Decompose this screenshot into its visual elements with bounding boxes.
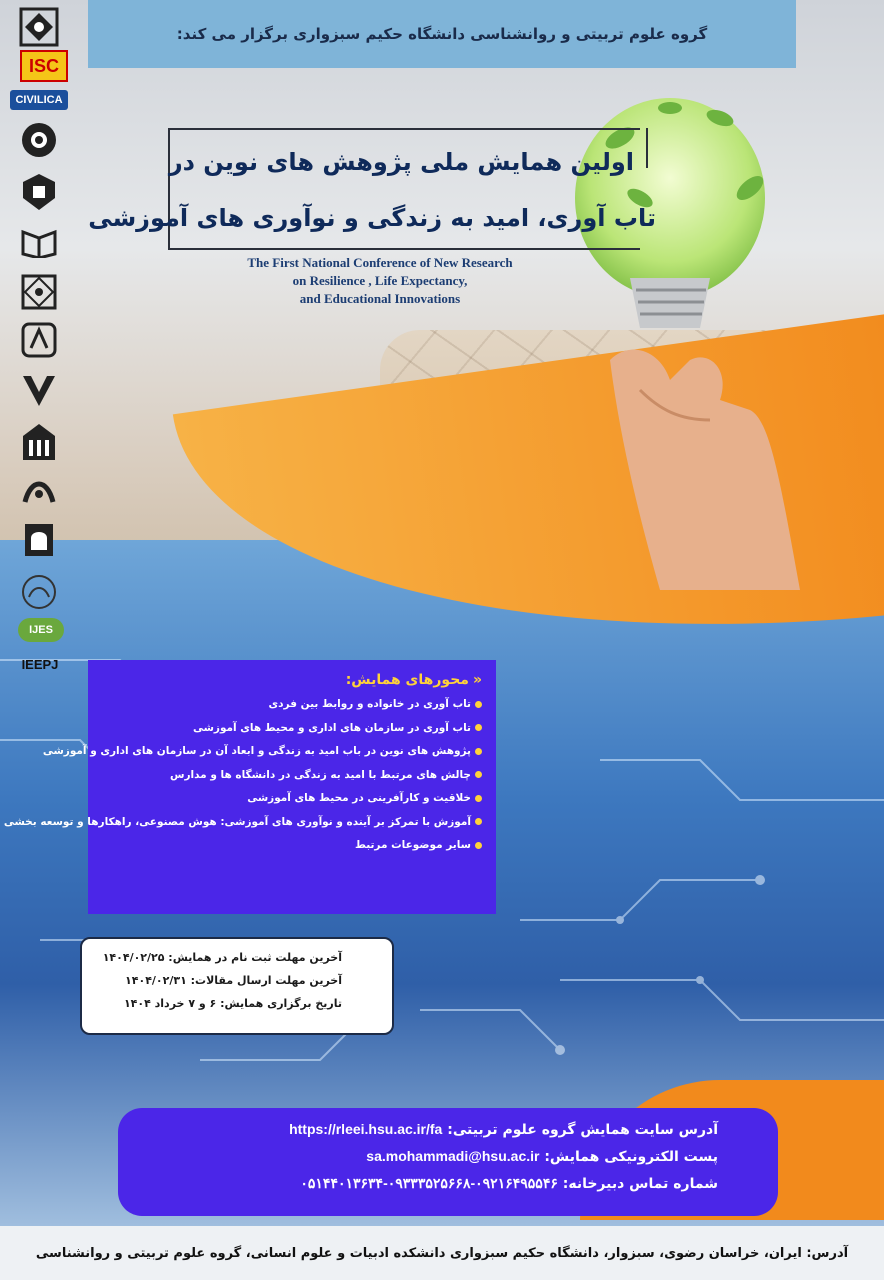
bullet-icon <box>475 748 482 755</box>
sponsor-logo-column <box>0 0 78 690</box>
organizer-text: گروه علوم تربیتی و روانشناسی دانشگاه حکیم سبزواری برگزار می کند: <box>176 25 708 43</box>
topic-item: تاب آوری در سازمان های اداری و محیط های آموزشی <box>98 722 482 735</box>
topic-item: چالش های مرتبط با امید به زندگی در دانشگاه ها و مدارس <box>98 769 482 782</box>
contact-info-panel <box>118 1108 778 1216</box>
persian-title-line-2: تاب آوری، امید به زندگی و نوآوری های آموزشی <box>88 204 656 232</box>
bullet-icon <box>475 818 482 825</box>
email-row <box>148 1147 718 1166</box>
english-title-line-2: on Resilience , Life Expectancy, <box>292 273 468 288</box>
address-text: آدرس: ایران، خراسان رضوی، سبزوار، دانشگاه حکیم سبزواری دانشکده ادبیات و علوم انسانی، گروه علوم تربیتی و روانشناسی <box>35 1245 849 1261</box>
email-link[interactable]: sa.mohammadi@hsu.ac.ir <box>366 1148 540 1164</box>
topic-item: پژوهش های نوین در باب امید به زندگی و ابعاد آن در سازمان های اداری و آموزشی <box>98 745 482 758</box>
event-date: تاریخ برگزاری همایش: ۶ و ۷ خرداد ۱۴۰۴ <box>123 997 342 1010</box>
hakim-sabzevari-university-logo <box>14 6 64 48</box>
bullet-icon <box>475 724 482 731</box>
topics-heading: محورهای همایش: <box>345 672 469 688</box>
hand-illustration <box>600 320 820 590</box>
azad-university-logo <box>14 368 64 412</box>
bullet-icon <box>475 795 482 802</box>
book-logo <box>14 222 64 260</box>
calligraphy-logo <box>14 470 64 510</box>
round-stamp-logo <box>14 572 64 612</box>
submission-deadline: آخرین مهلت ارسال مقالات: ۱۴۰۴/۰۲/۳۱ <box>125 974 342 987</box>
email-label: پست الکترونیکی همایش: <box>544 1149 718 1165</box>
institute-emblem-logo <box>14 170 64 214</box>
double-chevron-icon: « <box>472 672 482 688</box>
english-title-line-3: and Educational Innovations <box>299 291 461 306</box>
topic-item: سایر موضوعات مرتبط <box>98 839 482 852</box>
phone-label: شماره تماس دبیرخانه: <box>562 1176 718 1192</box>
topic-item: خلاقیت و کارآفرینی در محیط های آموزشی <box>98 792 482 805</box>
bullet-icon <box>475 771 482 778</box>
website-label: آدرس سایت همایش گروه علوم تربیتی: <box>447 1122 718 1138</box>
address-footer <box>0 1226 884 1280</box>
flower-seal-logo <box>14 118 64 162</box>
phone-numbers: ۰۹۲۱۶۴۹۵۵۴۶-۰۹۳۳۳۵۲۵۶۶۸-۰۵۱۴۴۰۱۳۶۳۴ <box>300 1175 558 1191</box>
persian-title-line-1: اولین همایش ملی پژوهش های نوین در <box>168 148 634 176</box>
bullet-icon <box>475 842 482 849</box>
website-row <box>148 1120 718 1139</box>
grid-seal-logo <box>14 272 64 312</box>
organizer-banner <box>88 0 796 68</box>
building-logo <box>14 420 64 464</box>
mosque-seal-logo <box>14 518 64 562</box>
english-title-line-1: The First National Conference of New Research <box>247 255 513 270</box>
isc-logo: ISC <box>20 50 68 82</box>
ijes-logo: IJES <box>18 618 64 642</box>
topic-item: آموزش با تمرکز بر آینده و نوآوری های آموزشی: هوش مصنوعی، راهکارها و توسعه بخشی <box>98 816 482 829</box>
topic-item: تاب آوری در خانواده و روابط بین فردی <box>98 698 482 711</box>
website-link[interactable]: https://rleei.hsu.ac.ir/fa <box>289 1121 443 1137</box>
civilica-logo: CIVILICA <box>10 90 68 110</box>
registration-deadline: آخرین مهلت ثبت نام در همایش: ۱۴۰۴/۰۲/۲۵ <box>102 951 342 964</box>
ieepj-logo: IEEPJ <box>21 656 59 672</box>
square-emblem-logo <box>14 320 64 360</box>
important-dates-box <box>80 937 394 1035</box>
phone-row <box>148 1174 718 1193</box>
bullet-icon <box>475 701 482 708</box>
